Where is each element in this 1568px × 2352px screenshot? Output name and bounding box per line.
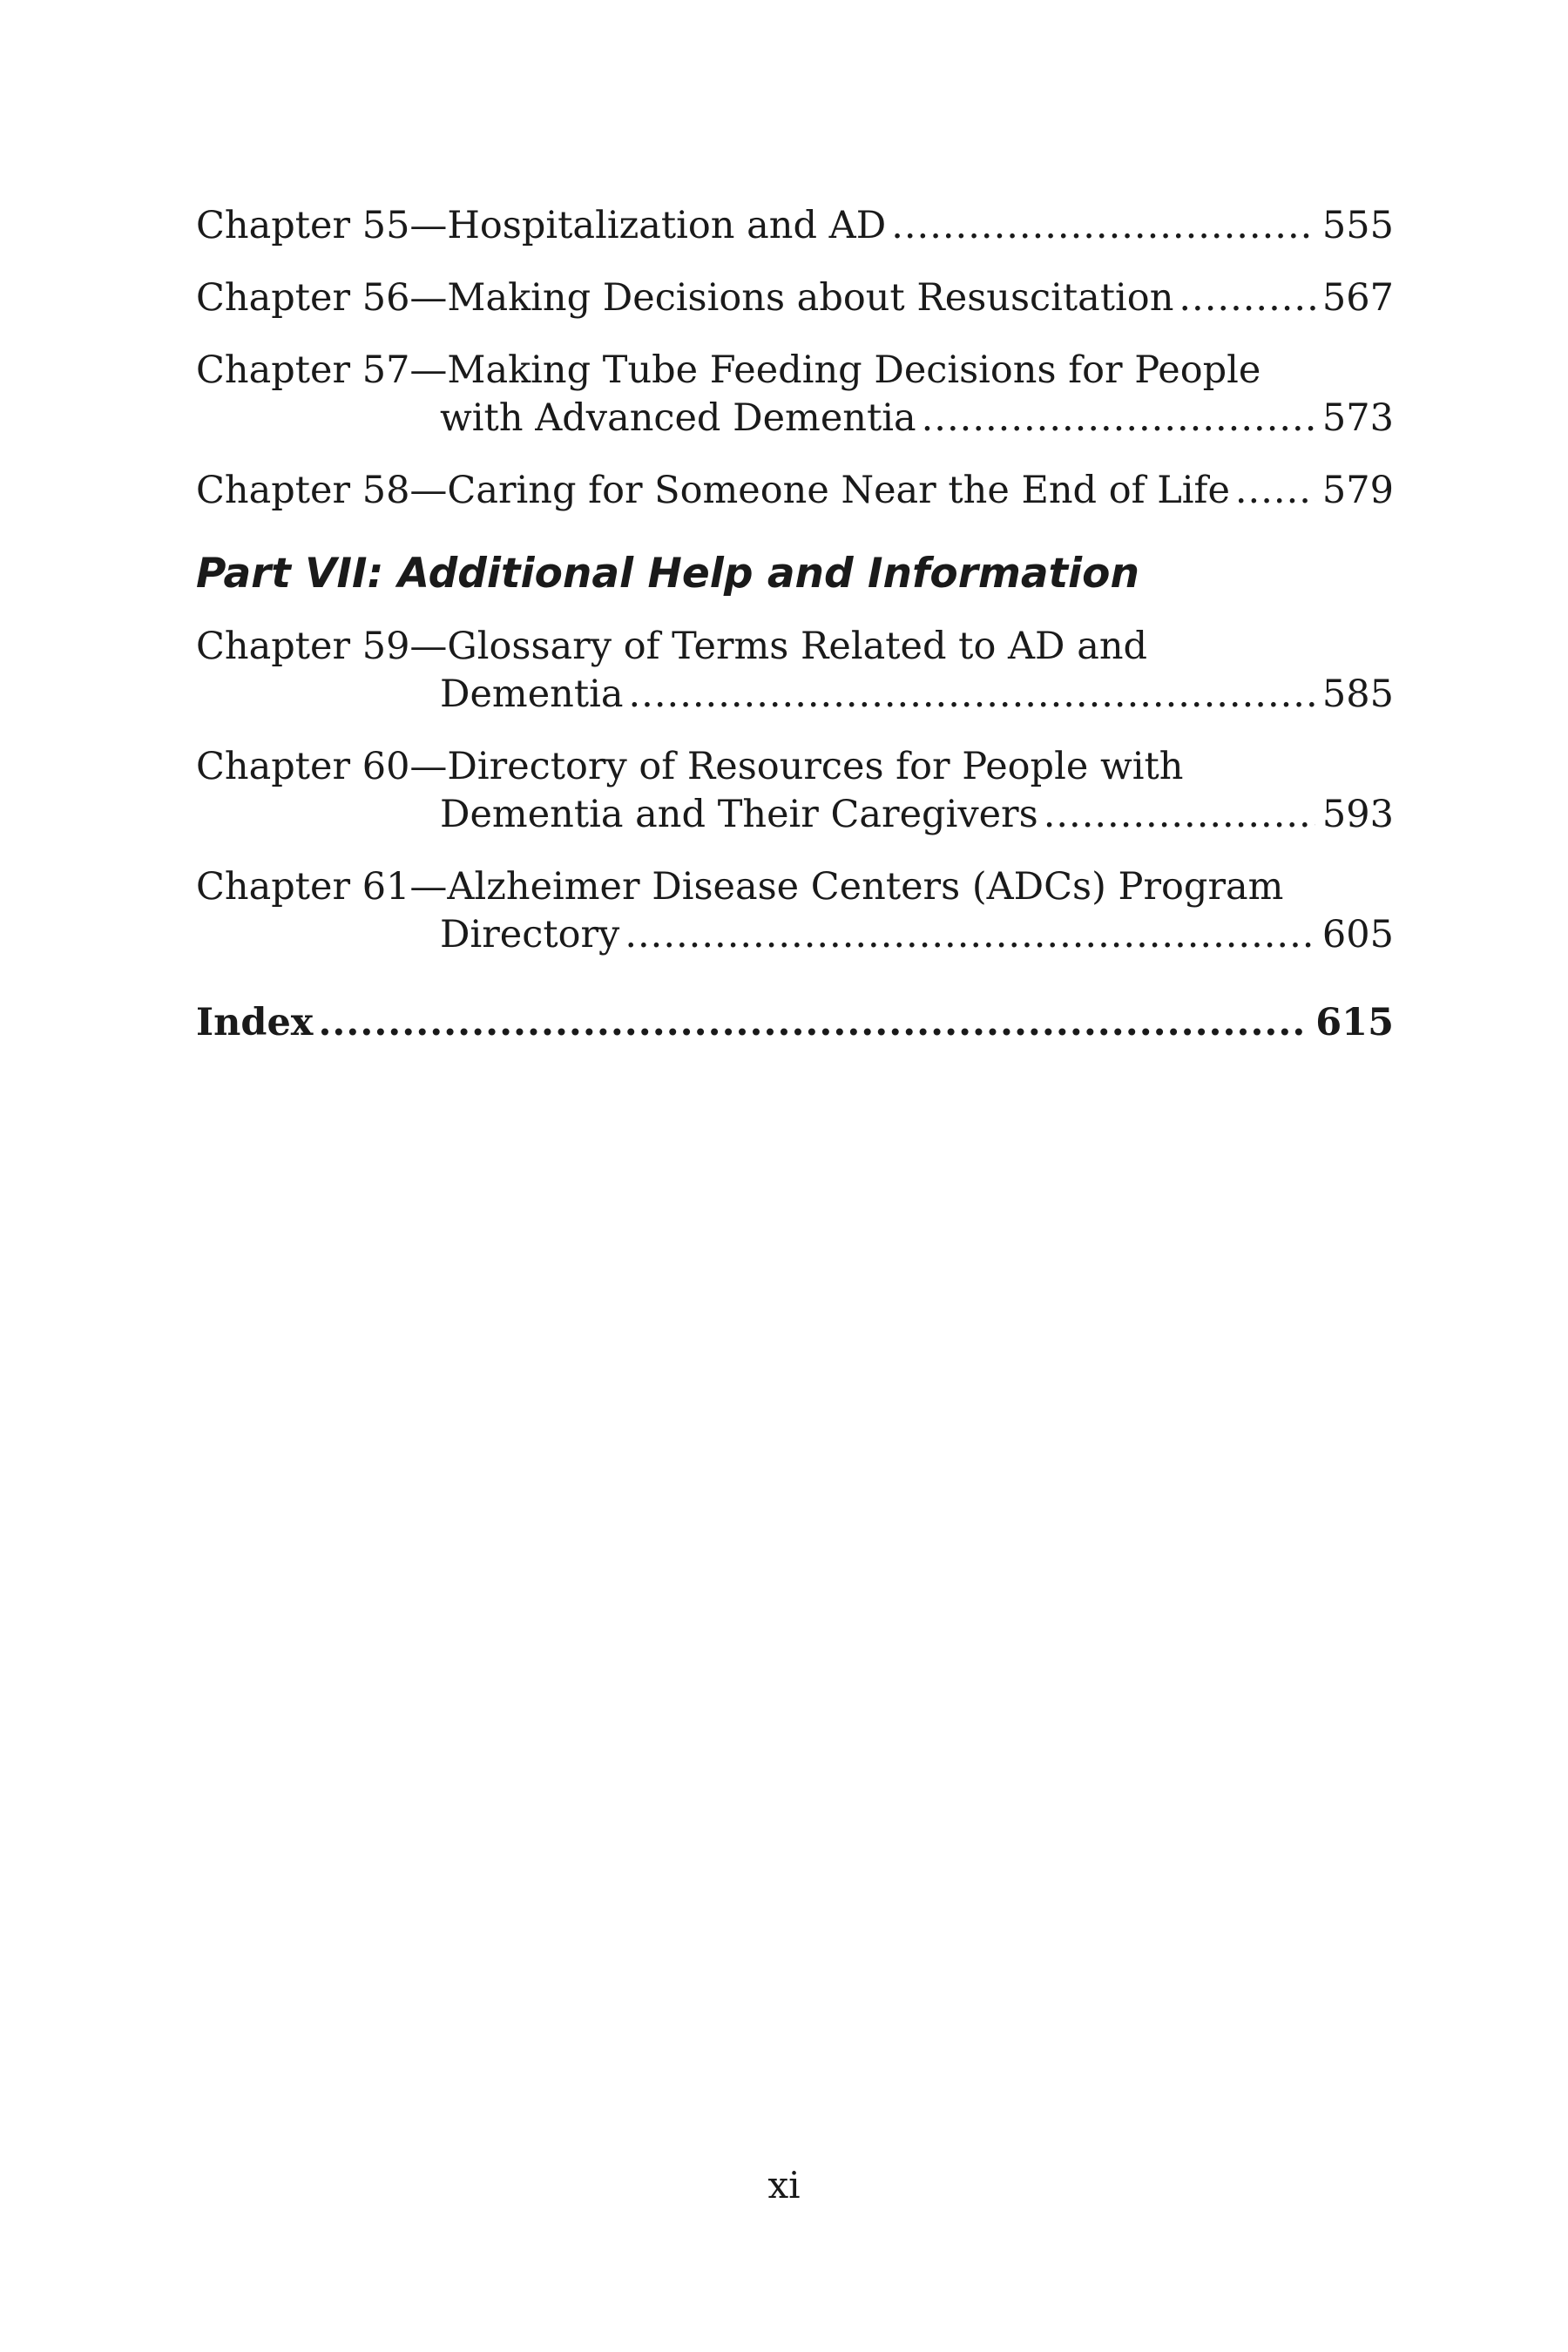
dot-leader [318,999,1308,1047]
table-of-contents [196,202,1394,1047]
index-page-number: 615 [1315,1001,1394,1044]
toc-entry-page-number: 593 [1321,793,1394,836]
toc-entry-title: Chapter 61—Alzheimer Disease Centers (ADCs) Program [196,865,1284,909]
toc-entry-chapter-61[interactable] [196,863,1394,959]
toc-entry-title: Chapter 58—Caring for Someone Near the End of Life [196,469,1230,512]
toc-entry-chapter-58[interactable] [196,467,1394,515]
toc-entry-title-continued: Dementia and Their Caregivers [440,793,1038,836]
dot-leader [922,395,1315,443]
toc-entry-line [196,467,1394,515]
toc-entry-page-number: 585 [1321,672,1394,716]
toc-entry-title: Chapter 59—Glossary of Terms Related to AD and [196,625,1148,668]
toc-entry-page-number: 605 [1321,913,1394,956]
dot-leader [1235,467,1315,515]
toc-entry-title-continued: Directory [440,913,620,956]
toc-entry-page-number: 567 [1321,276,1394,320]
page-folio: xi [767,2164,801,2207]
toc-entry-line [196,863,1394,911]
toc-entry-title-continued: Dementia [440,672,624,716]
toc-entry-title: Chapter 56—Making Decisions about Resuscitation [196,276,1174,320]
dot-leader [629,671,1315,719]
toc-entry-continuation-line [196,395,1394,443]
toc-entry-chapter-60[interactable] [196,743,1394,839]
toc-entry-chapter-59[interactable] [196,623,1394,719]
toc-entry-index[interactable] [196,999,1394,1047]
toc-entry-line [196,274,1394,322]
dot-leader [625,911,1315,959]
toc-entry-chapter-55[interactable] [196,202,1394,250]
toc-entry-line [196,623,1394,671]
toc-entry-line [196,743,1394,791]
part-heading[interactable]: Part VII: Additional Help and Information [196,550,1139,598]
dot-leader [1044,791,1315,839]
toc-entry-chapter-57[interactable] [196,347,1394,443]
toc-entry-title: Chapter 55—Hospitalization and AD [196,204,887,247]
toc-entry-page-number: 555 [1321,204,1394,247]
toc-entry-continuation-line [196,671,1394,719]
index-label: Index [196,1001,314,1044]
toc-entry-chapter-56[interactable] [196,274,1394,322]
toc-entry-page-number: 573 [1321,396,1394,440]
toc-entry-line [196,202,1394,250]
toc-entry-line [196,347,1394,395]
toc-entry-continuation-line [196,911,1394,959]
toc-entry-title: Chapter 60—Directory of Resources for People with [196,745,1184,788]
toc-entry-title-continued: with Advanced Dementia [440,396,916,440]
dot-leader [1179,274,1315,322]
toc-entry-title: Chapter 57—Making Tube Feeding Decisions for People [196,348,1261,392]
toc-entry-continuation-line [196,791,1394,839]
toc-entry-page-number: 579 [1321,469,1394,512]
dot-leader [891,202,1315,250]
